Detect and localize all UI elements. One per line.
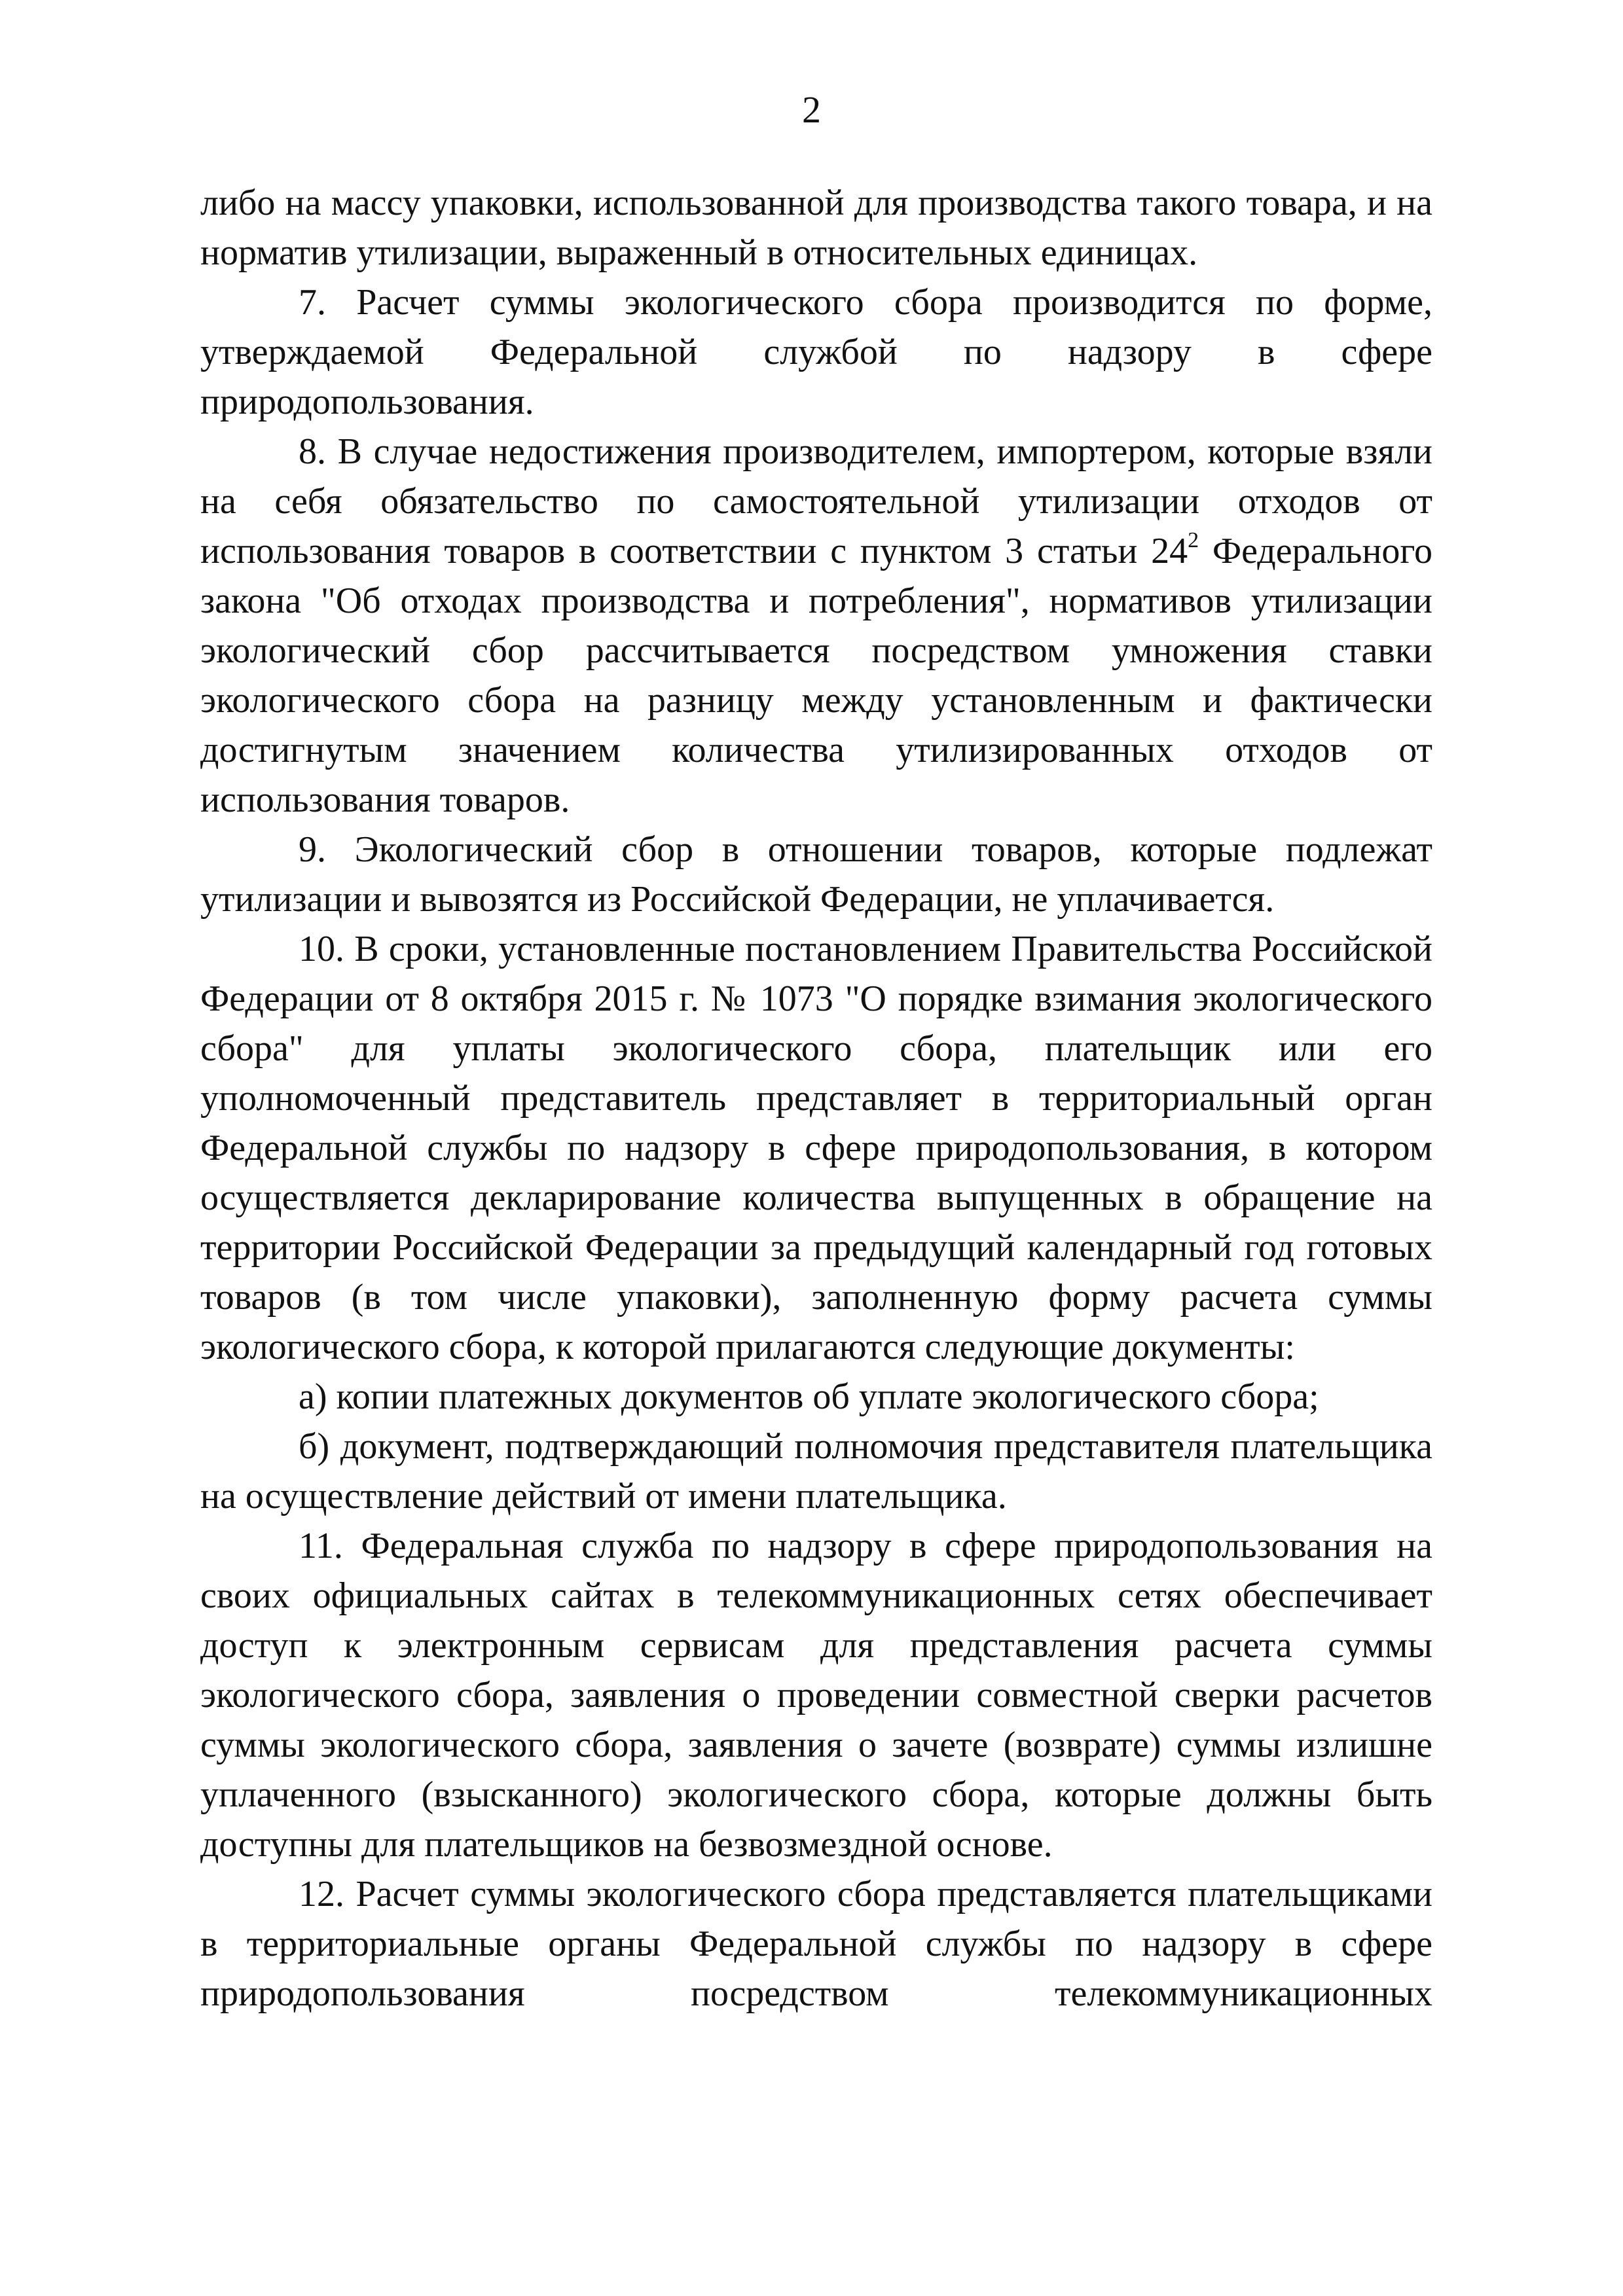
paragraph-9: 9. Экологический сбор в отношении товаров, которые подлежат утилизации и вывозятся из Российской Федерации, не уплачивается. <box>200 829 1432 920</box>
paragraph-8-text-b: Федерального закона "Об отходах производства и потребления", нормативов утилизации экологический сбор рассчитывается посредством умножения ставки экологического сбора на разницу между установленным и фактически достигнутым значением количества утилизированных отходов от использования товаров. <box>200 531 1432 820</box>
paragraph-10-item-a: а) копии платежных документов об уплате экологического сбора; <box>299 1376 1319 1417</box>
paragraph-8 <box>200 427 1432 825</box>
paragraph-12: 12. Расчет суммы экологического сбора представляется плательщиками в территориальные органы Федеральной службы по надзору в сфере природопользования посредством телекоммуникационных <box>200 1874 1432 2014</box>
document-body <box>200 178 1432 2018</box>
paragraph-6-continuation: либо на массу упаковки, использованной для производства такого товара, и на норматив утилизации, выраженный в относительных единицах. <box>200 183 1432 273</box>
paragraph-11: 11. Федеральная служба по надзору в сфере природопользования на своих официальных сайтах в телекоммуникационных сетях обеспечивает доступ к электронным сервисам для представления расчета суммы экологического сбора, заявления о проведении совместной сверки расчетов суммы экологического сбора, заявления о зачете (возврате) суммы излишне уплаченного (взысканного) экологического сбора, которые должны быть доступны для плательщиков на безвозмездной основе. <box>200 1526 1432 1865</box>
page-number: 2 <box>802 88 821 131</box>
paragraph-8-text-a: 8. В случае недостижения производителем, импортером, которые взяли на себя обязательство по самостоятельной утилизации отходов от использования товаров в соответствии с пунктом 3 статьи 24 <box>200 431 1432 571</box>
paragraph-7: 7. Расчет суммы экологического сбора производится по форме, утверждаемой Федеральной службой по надзору в сфере природопользования. <box>200 282 1432 422</box>
paragraph-10: 10. В сроки, установленные постановлением Правительства Российской Федерации от 8 октября 2015 г. № 1073 "О порядке взимания экологического сбора" для уплаты экологического сбора, плательщик или его уполномоченный представитель представляет в территориальный орган Федеральной службы по надзору в сфере природопользования, в котором осуществляется декларирование количества выпущенных в обращение на территории Российской Федерации за предыдущий календарный год готовых товаров (в том числе упаковки), заполненную форму расчета суммы экологического сбора, к которой прилагаются следующие документы: <box>200 929 1432 1367</box>
paragraph-10-item-b: б) документ, подтверждающий полномочия представителя плательщика на осуществление действий от имени плательщика. <box>200 1426 1432 1516</box>
article-superscript: 2 <box>1188 528 1199 552</box>
